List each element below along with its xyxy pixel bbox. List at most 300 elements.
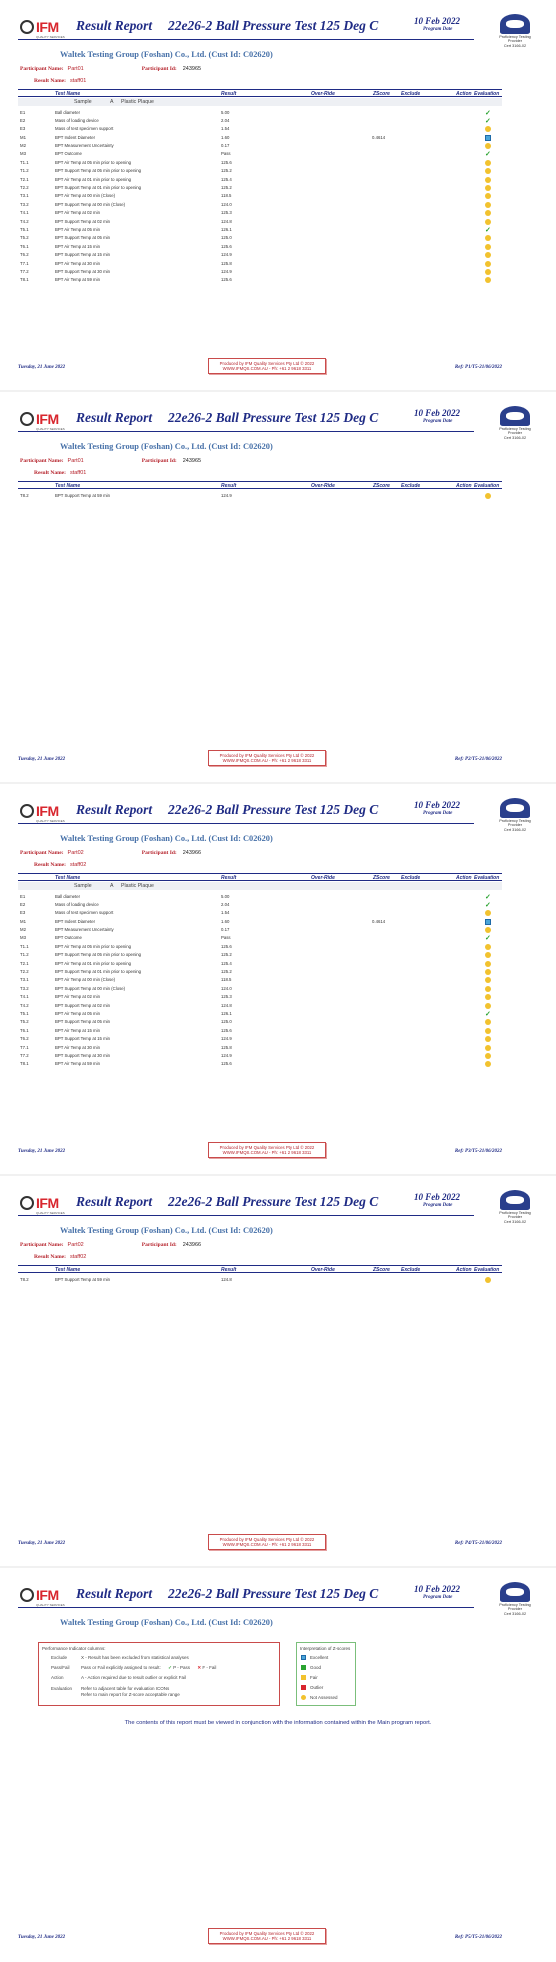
client-name: Waltek Testing Group (Foshan) Co., Ltd. (Cust Id: C02620)	[60, 1226, 273, 1235]
test-name: BPT Support Temp at 05 min prior to opening	[55, 952, 142, 958]
test-id: T6.2	[20, 1036, 29, 1042]
accreditation-badge	[490, 406, 540, 446]
test-name: BPT Support Temp at 30 min	[55, 1052, 111, 1058]
test-result: 124.8	[221, 1276, 232, 1282]
check-icon: ✓	[485, 117, 491, 125]
header-rule	[18, 1215, 474, 1216]
not-assessed-circle-icon	[485, 185, 491, 191]
not-assessed-circle-icon	[485, 910, 491, 916]
column-header: Over-Ride	[311, 483, 335, 489]
not-assessed-circle-icon	[485, 244, 491, 250]
test-id: T2.2	[20, 969, 29, 975]
accreditation-line: Proficiency Testing	[499, 1603, 531, 1607]
test-id: T1.2	[20, 168, 29, 174]
test-name: BPT Indent Diameter	[55, 134, 96, 140]
test-result: 124.9	[221, 1052, 232, 1058]
test-name: BPT Air Temp at 05 min	[55, 1010, 100, 1016]
not-assessed-circle-icon	[485, 969, 491, 975]
test-zscore: 0.4614	[372, 918, 386, 924]
sample-label: Sample	[74, 99, 92, 105]
column-header: Evaluation	[474, 483, 500, 489]
test-name: BPT Air Temp at 15 min	[55, 243, 100, 249]
client-name: Waltek Testing Group (Foshan) Co., Ltd. (Cust Id: C02620)	[60, 1618, 273, 1627]
column-header: ZScore	[373, 875, 390, 881]
footer-website: WWW.IFMQS.COM.AU - Ph: +61 2 9618 3311	[222, 1936, 312, 1942]
test-name: BPT Support Temp at 59 min	[55, 492, 111, 498]
column-header: Action	[456, 1267, 472, 1273]
test-id: M3	[20, 935, 26, 941]
test-name: BPT Support Temp at 30 min	[55, 268, 111, 274]
test-result: 125.0	[221, 1019, 232, 1025]
logo-subtext: QUALITY SERVICES	[36, 1603, 65, 1607]
result-name-row	[34, 78, 86, 84]
table-row	[18, 1026, 502, 1034]
test-name: Mass of test specimen support	[55, 126, 114, 132]
test-result: 125.0	[221, 235, 232, 241]
ifm-logo	[18, 800, 65, 823]
test-name: BPT Air Temp at 15 min	[55, 1027, 100, 1033]
test-result: 118.5	[221, 193, 232, 199]
table-row	[18, 175, 502, 183]
excellent-square-icon	[485, 135, 491, 141]
test-name: BPT Air Temp at 00 min (Close)	[55, 977, 116, 983]
test-id: T5.1	[20, 226, 29, 232]
square-icon	[301, 1655, 306, 1660]
column-header: Over-Ride	[311, 1267, 335, 1273]
not-assessed-circle-icon	[485, 944, 491, 950]
test-id: E3	[20, 910, 26, 916]
accreditation-badge	[490, 798, 540, 838]
footer-producer-box	[208, 1928, 326, 1944]
result-name-label: Result Name:	[34, 470, 66, 476]
result-name-label: Result Name:	[34, 78, 66, 84]
table-row	[18, 1001, 502, 1009]
participant-id-label: Participant Id:	[141, 66, 177, 72]
test-result: 2.04	[221, 117, 230, 123]
not-assessed-circle-icon	[485, 193, 491, 199]
test-name: BPT Support Temp at 00 min (Close)	[55, 985, 126, 991]
test-name: BPT Support Temp at 05 min	[55, 235, 111, 241]
test-id: T3.1	[20, 193, 29, 199]
accreditation-line: Cert 3166-02	[503, 1219, 527, 1224]
not-assessed-circle-icon	[485, 143, 491, 149]
test-result: Pass	[221, 935, 231, 941]
footer-website: WWW.IFMQS.COM.AU - Ph: +61 2 9618 3311	[222, 1150, 312, 1156]
result-name-value: staff02	[69, 1254, 87, 1260]
not-assessed-circle-icon	[485, 1053, 491, 1059]
report-header	[18, 1190, 538, 1224]
column-header: Evaluation	[474, 91, 500, 97]
test-name: BPT Measurement Uncertainty	[55, 927, 114, 933]
table-header	[18, 1265, 502, 1273]
test-title: 22e26-2 Ball Pressure Test 125 Deg C	[168, 802, 379, 817]
test-id: E1	[20, 893, 26, 899]
participant-name-value: Part02	[67, 850, 84, 856]
footer-ref: Ref: P1/T5-21/06/2022	[454, 365, 502, 370]
not-assessed-circle-icon	[485, 210, 491, 216]
column-header: Action	[456, 91, 472, 97]
program-date-label: Program Date	[423, 1203, 453, 1208]
results-table	[18, 491, 502, 499]
table-row	[18, 968, 502, 976]
logo-text: IFM	[36, 19, 59, 35]
test-id: T3.2	[20, 985, 29, 991]
test-name: BPT Support Temp at 05 min prior to opening	[55, 168, 142, 174]
report-footer	[18, 358, 502, 378]
report-title: Result Report	[76, 1194, 153, 1209]
test-result: 124.9	[221, 252, 232, 258]
check-icon: ✓	[485, 901, 491, 909]
zscore-fair: Fair	[301, 1675, 318, 1680]
test-name: BPT Outcome	[55, 151, 82, 157]
results-table	[18, 108, 502, 284]
footer-produced-by: Produced by IFM Quality Services Pty Ltd © 2022	[219, 1931, 315, 1936]
ifm-logo	[18, 1192, 65, 1215]
test-result: Pass	[221, 151, 231, 157]
excellent-square-icon	[485, 919, 491, 925]
not-assessed-circle-icon	[485, 160, 491, 166]
footer-producer-box	[208, 358, 326, 374]
program-date: 10 Feb 2022	[414, 1192, 460, 1202]
accreditation-text	[490, 35, 540, 48]
test-result: 5.00	[221, 893, 230, 899]
not-assessed-circle-icon	[485, 986, 491, 992]
test-id: M1	[20, 134, 26, 140]
footer-date: Tuesday, 21 June 2022	[18, 1149, 66, 1154]
test-title: 22e26-2 Ball Pressure Test 125 Deg C	[168, 1194, 379, 1209]
logo-ring-icon	[20, 412, 34, 426]
not-assessed-circle-icon	[485, 252, 491, 258]
test-title: 22e26-2 Ball Pressure Test 125 Deg C	[168, 1586, 379, 1601]
test-name: BPT Air Temp at 02 min	[55, 994, 100, 1000]
test-id: M1	[20, 918, 26, 924]
ifm-logo	[18, 1584, 65, 1607]
test-name: BPT Support Temp at 05 min	[55, 1019, 111, 1025]
header-rule	[18, 431, 474, 432]
test-result: 125.6	[221, 1061, 232, 1067]
legend-row-evaluation: Evaluation Refer to adjacent table for evaluation ICONs	[51, 1686, 170, 1691]
report-footer	[18, 1928, 502, 1948]
footer-ref: Ref: P5/T5-21/06/2022	[454, 1935, 502, 1940]
result-name-value: staff02	[69, 862, 87, 868]
result-name-label: Result Name:	[34, 862, 66, 868]
result-name-row	[34, 470, 86, 476]
report-header	[18, 1582, 538, 1616]
test-id: T7.1	[20, 260, 29, 266]
participant-id-label: Participant Id:	[141, 458, 177, 464]
test-result: 5.00	[221, 109, 230, 115]
table-row	[18, 1060, 502, 1068]
test-result: 125.2	[221, 185, 232, 191]
test-id: T7.2	[20, 1052, 29, 1058]
program-date-label: Program Date	[423, 811, 453, 816]
sample-id: A	[110, 99, 114, 105]
table-row	[18, 251, 502, 259]
logo-text: IFM	[36, 1195, 59, 1211]
not-assessed-circle-icon	[485, 219, 491, 225]
test-name: BPT Outcome	[55, 935, 82, 941]
accreditation-badge	[490, 14, 540, 54]
not-assessed-circle-icon	[485, 977, 491, 983]
footer-produced-by: Produced by IFM Quality Services Pty Ltd © 2022	[219, 1145, 315, 1150]
sample-row	[18, 882, 502, 890]
footer-produced-by: Produced by IFM Quality Services Pty Ltd © 2022	[219, 361, 315, 366]
test-result: 124.8	[221, 218, 232, 224]
nata-logo-icon	[500, 14, 530, 34]
accreditation-badge	[490, 1582, 540, 1622]
table-row	[18, 1009, 502, 1017]
test-id: M2	[20, 927, 26, 933]
test-id: E2	[20, 901, 26, 907]
test-result: 125.6	[221, 943, 232, 949]
participant-row	[20, 850, 201, 856]
column-header: ZScore	[373, 91, 390, 97]
accreditation-line: Provider	[507, 39, 523, 44]
test-id: T7.2	[20, 268, 29, 274]
table-row	[18, 1043, 502, 1051]
column-header: Over-Ride	[311, 875, 335, 881]
test-id: T3.2	[20, 201, 29, 207]
column-header: Test Name	[55, 483, 81, 489]
table-row	[18, 1018, 502, 1026]
zscore-legend	[296, 1642, 356, 1706]
logo-ring-icon	[20, 804, 34, 818]
footer-date: Tuesday, 21 June 2022	[18, 757, 66, 762]
nata-logo-icon	[500, 1190, 530, 1210]
table-row	[18, 167, 502, 175]
sample-row	[18, 98, 502, 106]
check-icon: ✓	[485, 151, 491, 159]
test-result: 125.6	[221, 1027, 232, 1033]
test-name: Mass of test specimen support	[55, 910, 114, 916]
participant-name-label: Participant Name:	[20, 66, 64, 72]
not-assessed-circle-icon	[485, 277, 491, 283]
participant-id-value: 243965	[182, 66, 202, 72]
accreditation-line: Proficiency Testing	[499, 427, 531, 431]
column-header: Action	[456, 483, 472, 489]
not-assessed-circle-icon	[485, 269, 491, 275]
not-assessed-circle-icon	[485, 493, 491, 499]
sample-label: Sample	[74, 883, 92, 889]
table-row	[18, 108, 502, 116]
report-page-1	[0, 0, 556, 390]
test-title: 22e26-2 Ball Pressure Test 125 Deg C	[168, 18, 379, 33]
zscore-legend-title: Interpretation of Z-scores	[300, 1646, 351, 1651]
test-result: 1.60	[221, 918, 230, 924]
accreditation-line: Proficiency Testing	[499, 35, 531, 39]
test-id: T2.2	[20, 185, 29, 191]
participant-name-value: Part01	[67, 458, 84, 464]
table-row	[18, 158, 502, 166]
participant-id-label: Participant Id:	[141, 850, 177, 856]
not-assessed-circle-icon	[485, 1061, 491, 1067]
table-row	[18, 1275, 502, 1283]
column-header: Exclude	[401, 483, 421, 489]
column-header: Result	[221, 91, 237, 97]
report-header	[18, 14, 538, 48]
report-footer	[18, 1534, 502, 1554]
test-result: 125.4	[221, 960, 232, 966]
table-header	[18, 481, 502, 489]
table-row	[18, 491, 502, 499]
test-name: BPT Support Temp at 00 min (Close)	[55, 201, 126, 207]
table-row	[18, 267, 502, 275]
test-id: T1.2	[20, 952, 29, 958]
footer-producer-box	[208, 750, 326, 766]
logo-text: IFM	[36, 1587, 59, 1603]
participant-id-value: 243965	[182, 458, 202, 464]
client-name: Waltek Testing Group (Foshan) Co., Ltd. (Cust Id: C02620)	[60, 834, 273, 843]
logo-subtext: QUALITY SERVICES	[36, 35, 65, 39]
table-row	[18, 209, 502, 217]
participant-row	[20, 1242, 201, 1248]
test-result: 125.2	[221, 969, 232, 975]
test-result: 0.17	[221, 927, 230, 933]
test-id: T4.2	[20, 218, 29, 224]
accreditation-line: Cert 3166-02	[503, 1611, 527, 1616]
results-table	[18, 892, 502, 1068]
client-name: Waltek Testing Group (Foshan) Co., Ltd. (Cust Id: C02620)	[60, 50, 273, 59]
table-row	[18, 934, 502, 942]
not-assessed-circle-icon	[485, 1003, 491, 1009]
accreditation-text	[490, 1211, 540, 1224]
table-row	[18, 984, 502, 992]
table-row	[18, 184, 502, 192]
check-icon: ✓	[485, 935, 491, 943]
test-id: T2.1	[20, 960, 29, 966]
test-result: 124.8	[221, 1002, 232, 1008]
test-id: E2	[20, 117, 26, 123]
ifm-logo	[18, 408, 65, 431]
test-result: 124.9	[221, 268, 232, 274]
participant-name-value: Part01	[67, 66, 84, 72]
table-row	[18, 976, 502, 984]
nata-logo-icon	[500, 406, 530, 426]
test-title: 22e26-2 Ball Pressure Test 125 Deg C	[168, 410, 379, 425]
footer-website: WWW.IFMQS.COM.AU - Ph: +61 2 9618 3311	[222, 758, 312, 764]
table-row	[18, 959, 502, 967]
table-row	[18, 926, 502, 934]
test-name: BPT Support Temp at 01 min prior to opening	[55, 969, 142, 975]
column-header: Exclude	[401, 875, 421, 881]
test-name: BPT Air Temp at 05 min prior to opening	[55, 159, 132, 165]
table-row	[18, 142, 502, 150]
column-header: Exclude	[401, 1267, 421, 1273]
legend-row-passfail: Pass/Fail Pass or Fail explicitly assigned to result: ✓ P - Pass ✕ F - Fail	[51, 1665, 217, 1670]
not-assessed-circle-icon	[485, 952, 491, 958]
header-rule	[18, 823, 474, 824]
program-date: 10 Feb 2022	[414, 16, 460, 26]
table-row	[18, 150, 502, 158]
report-page-2	[0, 392, 556, 782]
cross-icon	[301, 1685, 306, 1690]
test-result: 124.0	[221, 201, 232, 207]
program-date: 10 Feb 2022	[414, 800, 460, 810]
test-id: T8.2	[20, 1276, 29, 1282]
logo-subtext: QUALITY SERVICES	[36, 427, 65, 431]
accreditation-line: Cert 3166-02	[503, 43, 527, 48]
table-row	[18, 892, 502, 900]
not-assessed-circle-icon	[485, 126, 491, 132]
check-icon: ✓	[485, 1010, 491, 1018]
test-name: BPT Air Temp at 30 min	[55, 260, 100, 266]
check-icon: ✓	[485, 109, 491, 117]
test-name: Mass of loading device	[55, 901, 99, 907]
participant-id-label: Participant Id:	[141, 1242, 177, 1248]
header-rule	[18, 1607, 474, 1608]
zscore-excellent: Excellent	[301, 1655, 328, 1660]
participant-row	[20, 66, 201, 72]
table-header	[18, 873, 502, 881]
participant-name-label: Participant Name:	[20, 1242, 64, 1248]
result-name-value: staff01	[69, 470, 87, 476]
accreditation-text	[490, 427, 540, 440]
report-title: Result Report	[76, 410, 153, 425]
not-assessed-circle-icon	[485, 1045, 491, 1051]
table-row	[18, 259, 502, 267]
report-footer	[18, 750, 502, 770]
column-header: Evaluation	[474, 875, 500, 881]
not-assessed-circle-icon	[485, 961, 491, 967]
table-row	[18, 192, 502, 200]
check-icon: ✓	[485, 226, 491, 234]
nata-logo-icon	[500, 798, 530, 818]
test-result: 1.60	[221, 134, 230, 140]
column-header: Test Name	[55, 1267, 81, 1273]
footer-ref: Ref: P2/T5-21/06/2022	[454, 757, 502, 762]
logo-text: IFM	[36, 411, 59, 427]
test-id: T6.1	[20, 1027, 29, 1033]
check-icon: ✓	[485, 893, 491, 901]
logo-text: IFM	[36, 803, 59, 819]
fail-icon: ✕	[197, 1665, 202, 1670]
report-page-3	[0, 784, 556, 1174]
test-zscore: 0.4614	[372, 134, 386, 140]
accreditation-text	[490, 819, 540, 832]
accreditation-line: Proficiency Testing	[499, 1211, 531, 1215]
zscore-good: Good	[301, 1665, 321, 1670]
participant-name-value: Part02	[67, 1242, 84, 1248]
not-assessed-circle-icon	[485, 202, 491, 208]
program-date-label: Program Date	[423, 27, 453, 32]
test-name: BPT Indent Diameter	[55, 918, 96, 924]
test-name: Ball diameter	[55, 893, 81, 899]
report-title: Result Report	[76, 802, 153, 817]
test-id: T6.2	[20, 252, 29, 258]
table-row	[18, 951, 502, 959]
accreditation-line: Provider	[507, 1607, 523, 1612]
report-title: Result Report	[76, 1586, 153, 1601]
sample-name: Plastic Plaque	[121, 99, 154, 105]
test-id: T4.1	[20, 994, 29, 1000]
accreditation-line: Provider	[507, 1215, 523, 1220]
nata-logo-icon	[500, 1582, 530, 1602]
table-row	[18, 900, 502, 908]
test-name: BPT Air Temp at 00 min (Close)	[55, 193, 116, 199]
table-row	[18, 993, 502, 1001]
program-date: 10 Feb 2022	[414, 408, 460, 418]
column-header: Action	[456, 875, 472, 881]
test-id: T7.1	[20, 1044, 29, 1050]
not-assessed-circle-icon	[485, 261, 491, 267]
sample-name: Plastic Plaque	[121, 883, 154, 889]
test-id: T8.2	[20, 492, 29, 498]
test-name: Mass of loading device	[55, 117, 99, 123]
test-id: T6.1	[20, 243, 29, 249]
participant-name-label: Participant Name:	[20, 458, 64, 464]
test-result: 125.6	[221, 277, 232, 283]
test-name: BPT Support Temp at 02 min	[55, 218, 111, 224]
